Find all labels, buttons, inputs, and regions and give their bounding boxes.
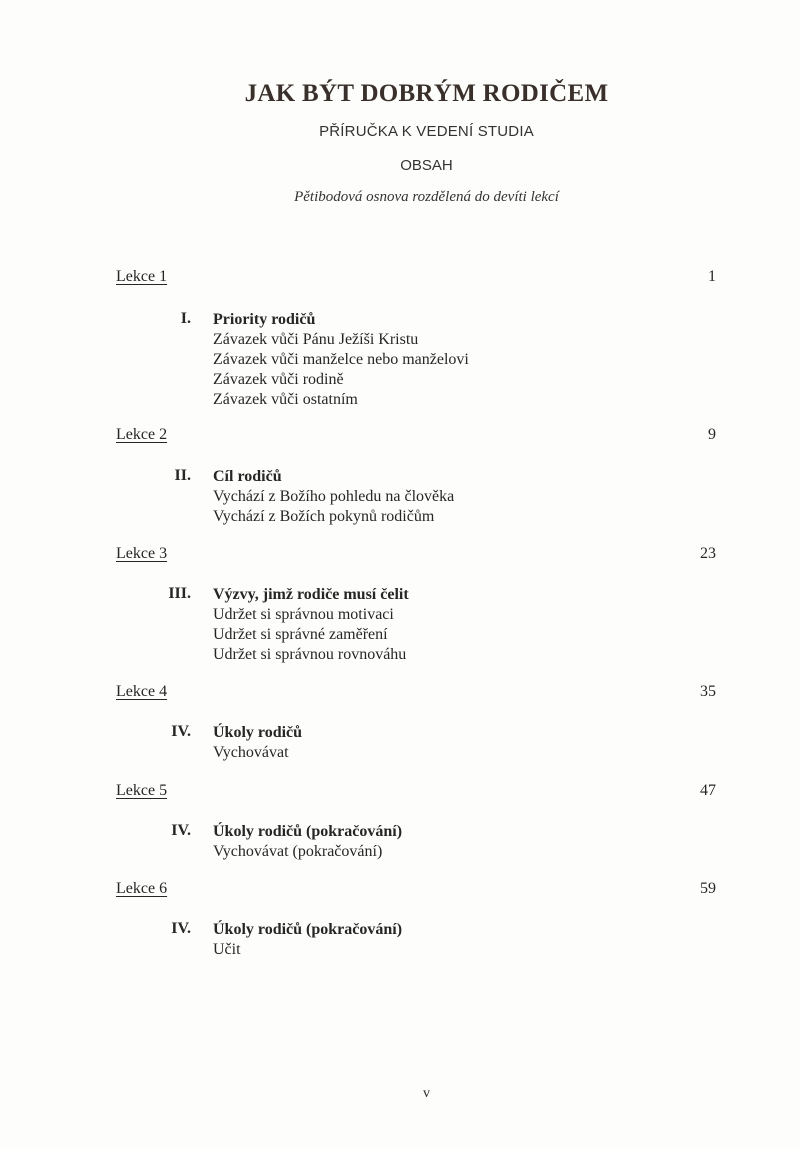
section-item: Závazek vůči manželce nebo manželovi (213, 351, 469, 368)
lesson-label[interactable]: Lekce 6 (116, 880, 168, 897)
lesson-label[interactable]: Lekce 1 (116, 268, 168, 285)
section-item: Vychází z Božích pokynů rodičům (213, 508, 435, 525)
lesson-heading (116, 683, 716, 705)
lesson-page-number: 35 (700, 683, 716, 700)
lesson-label[interactable]: Lekce 5 (116, 782, 168, 799)
section-title: Úkoly rodičů (213, 724, 303, 741)
section-numeral: I. (180, 310, 191, 327)
lesson-heading (116, 426, 716, 448)
section-item: Udržet si správné zaměření (213, 626, 388, 643)
document-title: JAK BÝT DOBRÝM RODIČEM (244, 80, 609, 107)
section-item: Závazek vůči rodině (213, 371, 344, 388)
lesson-label[interactable]: Lekce 4 (116, 683, 168, 700)
lesson-page-number: 9 (708, 426, 716, 443)
lesson-heading (116, 782, 716, 804)
section-numeral: IV. (171, 723, 191, 740)
lesson-label[interactable]: Lekce 3 (116, 545, 168, 562)
section-numeral: III. (168, 585, 191, 602)
section-item: Vychází z Božího pohledu na člověka (213, 488, 455, 505)
lesson-label[interactable]: Lekce 2 (116, 426, 168, 443)
section-title: Priority rodičů (213, 311, 316, 328)
lesson-page-number: 59 (700, 880, 716, 897)
section-item: Učit (213, 941, 241, 958)
lesson-page-number: 23 (700, 545, 716, 562)
section-item: Vychovávat (pokračování) (213, 843, 383, 860)
page-number: v (423, 1086, 430, 1101)
section-title: Úkoly rodičů (pokračování) (213, 823, 403, 840)
section-item: Udržet si správnou motivaci (213, 606, 394, 623)
lesson-heading (116, 545, 716, 567)
section-item: Vychovávat (213, 744, 289, 761)
document-subtitle: PŘÍRUČKA K VEDENÍ STUDIA (319, 123, 534, 140)
lesson-page-number: 47 (700, 782, 716, 799)
section-numeral: IV. (171, 822, 191, 839)
lesson-heading (116, 880, 716, 902)
section-item: Závazek vůči Pánu Ježíši Kristu (213, 331, 419, 348)
contents-heading: OBSAH (400, 157, 453, 174)
section-item: Závazek vůči ostatním (213, 391, 358, 408)
section-numeral: II. (174, 467, 191, 484)
section-numeral: IV. (171, 920, 191, 937)
section-title: Cíl rodičů (213, 468, 282, 485)
section-item: Udržet si správnou rovnováhu (213, 646, 407, 663)
lesson-heading (116, 268, 716, 290)
section-title: Výzvy, jimž rodiče musí čelit (213, 586, 409, 603)
contents-tagline: Pětibodová osnova rozdělená do devíti lekcí (294, 189, 559, 205)
lesson-page-number: 1 (708, 268, 716, 285)
section-title: Úkoly rodičů (pokračování) (213, 921, 403, 938)
